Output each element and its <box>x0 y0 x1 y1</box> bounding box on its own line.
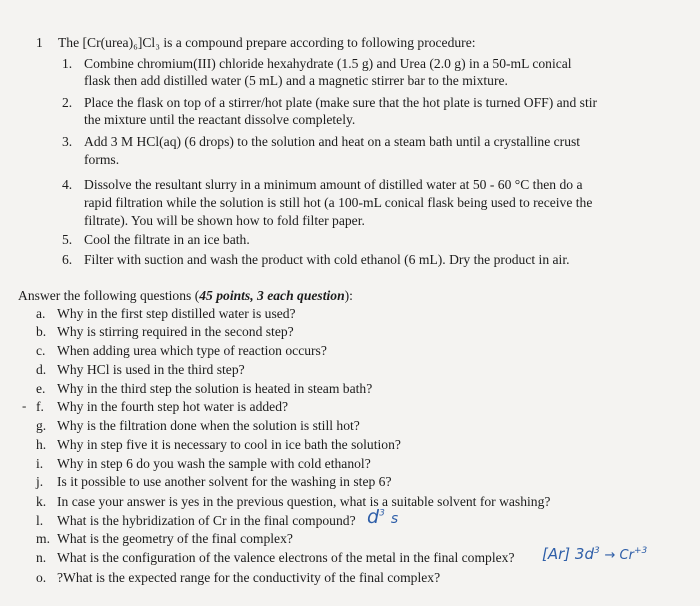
step-5-label: 5. <box>62 232 73 247</box>
hw-hybrid-sup: 3 <box>379 508 385 519</box>
answer-intro <box>18 288 353 304</box>
question-k: In case your answer is yes in the previous question, what is a suitable solvent for washing? <box>57 494 551 509</box>
question-b: Why is stirring required in the second step? <box>57 324 294 339</box>
answer-intro-text: Answer the following questions ( <box>18 288 200 303</box>
question-c: When adding urea which type of reaction occurs? <box>57 343 327 358</box>
question-h-label: h. <box>36 437 47 452</box>
question-a-label: a. <box>36 306 46 321</box>
question-f: Why in the fourth step hot water is added? <box>57 399 289 414</box>
question-l-label: l. <box>36 513 44 528</box>
question-d: Why HCl is used in the third step? <box>57 362 245 377</box>
step-1-line-1: Combine chromium(III) chloride hexahydrate (1.5 g) and Urea (2.0 g) in a 50-mL conical <box>84 56 572 71</box>
step-5-line-1: Cool the filtrate in an ice bath. <box>84 232 250 247</box>
step-6-label: 6. <box>62 252 73 267</box>
step-3-line-2: forms. <box>84 152 120 167</box>
question-c-label: c. <box>36 343 46 358</box>
question-e: Why in the third step the solution is heated in steam bath? <box>57 381 373 396</box>
step-3-label: 3. <box>62 134 73 149</box>
question-f-label: f. <box>36 399 44 414</box>
step-2-label: 2. <box>62 95 73 110</box>
step-3-line-1: Add 3 M HCl(aq) (6 drops) to the solution and heat on a steam bath until a crystalline crust <box>84 134 581 149</box>
question-g-label: g. <box>36 418 47 433</box>
question-o-label: o. <box>36 570 47 585</box>
step-2-line-1: Place the flask on top of a stirrer/hot plate (make sure that the hot plate is turned OFF) and stir <box>84 95 598 110</box>
question-m-label: m. <box>36 531 50 546</box>
question-n: What is the configuration of the valence electrons of the metal in the final complex? <box>57 550 515 565</box>
question-j: Is it possible to use another solvent for the washing in step 6? <box>57 474 392 489</box>
question-h: Why in step five it is necessary to cool in ice bath the solution? <box>57 437 401 452</box>
question-j-label: j. <box>36 474 44 489</box>
answer-points: 45 points, 3 each question <box>199 288 345 303</box>
step-2-line-2: the mixture until the reactant dissolve completely. <box>84 112 356 127</box>
hw-config-sup: 3 <box>593 546 600 556</box>
question-a: Why in the first step distilled water is used? <box>57 306 296 321</box>
question-g: Why is the filtration done when the solution is still hot? <box>57 418 360 433</box>
handwritten-hybridization <box>367 506 398 528</box>
handwritten-configuration <box>542 545 647 563</box>
question-i-label: i. <box>36 456 44 471</box>
hw-config-arrow: → Cr <box>604 548 634 563</box>
question-m: What is the geometry of the final complex? <box>57 531 293 546</box>
question-k-label: k. <box>36 494 47 509</box>
hw-hybrid-d: d <box>367 506 380 528</box>
question-e-label: e. <box>36 381 46 396</box>
hw-config-ar: [Ar] 3d <box>542 545 594 563</box>
question-i: Why in step 6 do you wash the sample with cold ethanol? <box>57 456 371 471</box>
question-n-label: n. <box>36 550 47 565</box>
answer-intro-close: ): <box>344 288 353 303</box>
step-4-line-3: filtrate). You will be shown how to fold filter paper. <box>84 213 365 228</box>
step-4-line-1: Dissolve the resultant slurry in a minimum amount of distilled water at 50 - 60 °C then do a <box>84 177 583 192</box>
hw-config-charge: +3 <box>633 546 648 556</box>
question-d-label: d. <box>36 362 47 377</box>
step-6-line-1: Filter with suction and wash the product with cold ethanol (6 mL). Dry the product in air. <box>84 252 570 267</box>
step-1-label: 1. <box>62 56 73 71</box>
step-4-line-2: rapid filtration while the solution is still hot (a 100-mL conical flask being used to receive the <box>84 195 593 210</box>
hw-hybrid-s: s <box>390 511 399 527</box>
step-4-label: 4. <box>62 177 73 192</box>
question-b-label: b. <box>36 324 47 339</box>
pen-tick-mark: - <box>22 398 27 413</box>
question-o: ?What is the expected range for the conductivity of the final complex? <box>57 570 441 585</box>
step-1-line-2: flask then add distilled water (5 mL) and a magnetic stirrer bar to the mixture. <box>84 73 508 88</box>
page-number: 1 <box>36 35 43 50</box>
question-l: What is the hybridization of Cr in the final compound? <box>57 513 356 528</box>
procedure-title: The [Cr(urea)₆]Cl₃ is a compound prepare according to following procedure: <box>58 35 476 50</box>
